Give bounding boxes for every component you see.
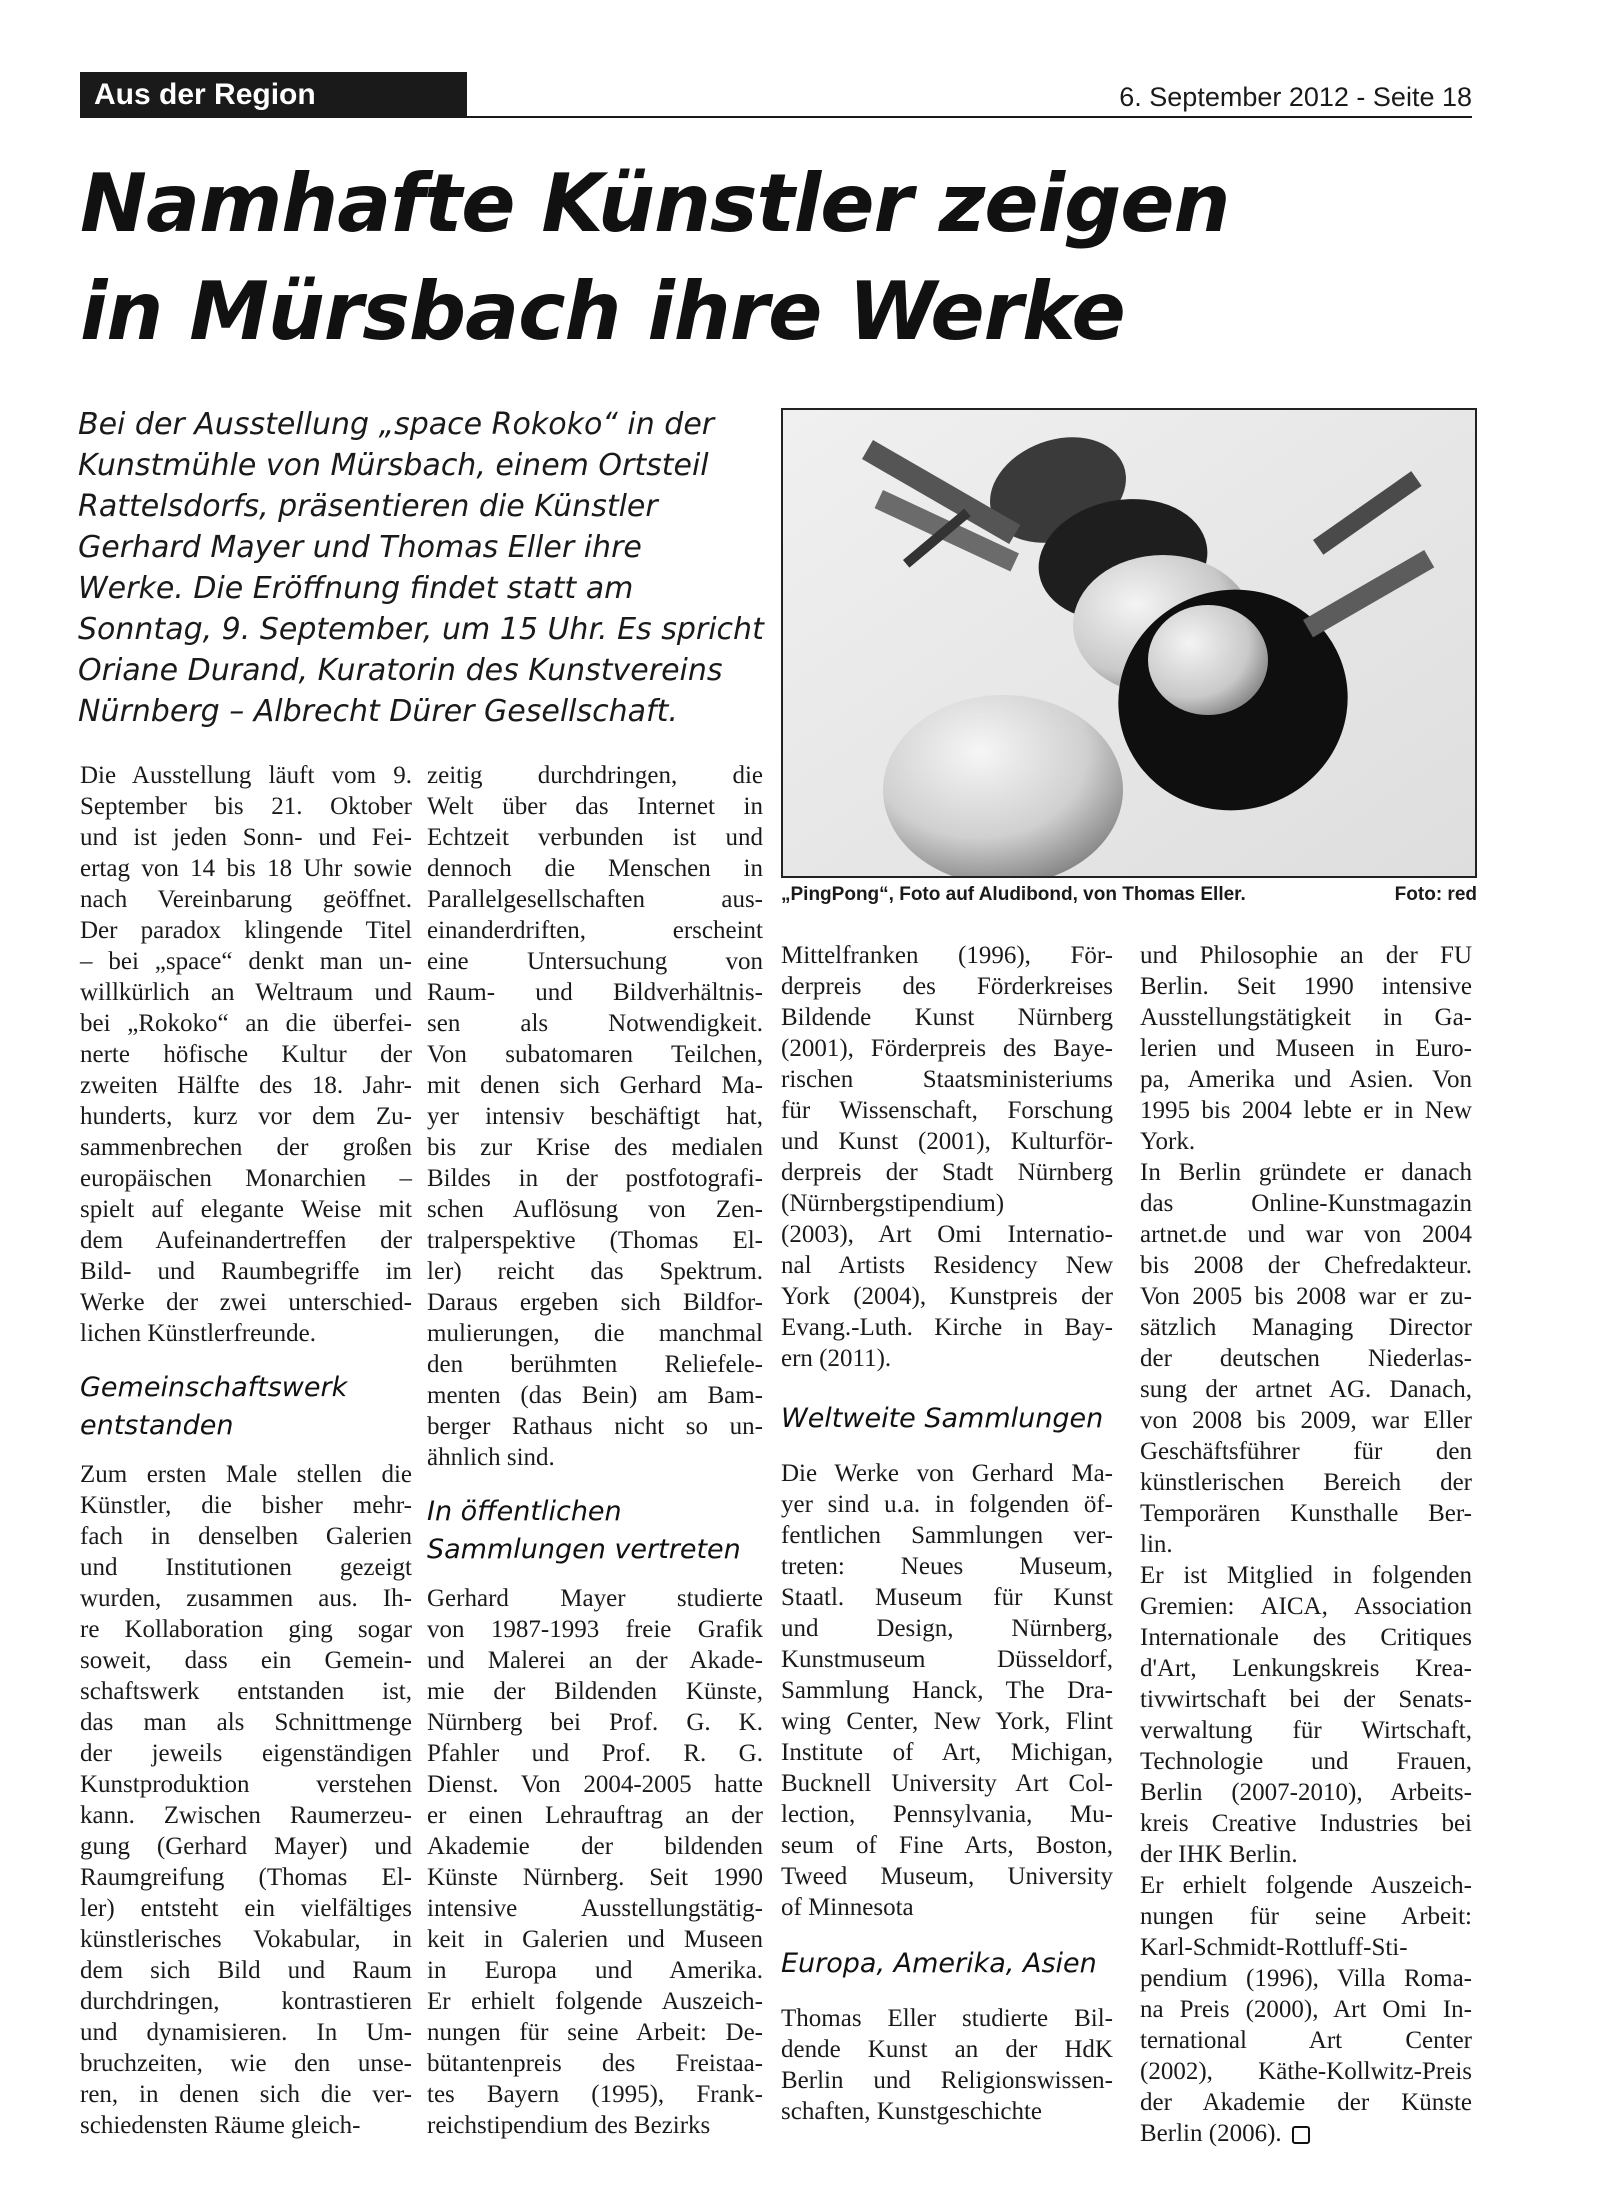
text-line: spielt auf elegante Weise mit [80,1196,412,1223]
text-line: dem sich Bild und Raum [80,1957,412,1984]
text-line: Parallelgesellschaften aus- [427,886,763,913]
text-line: nerte höfische Kultur der [80,1041,412,1068]
text-line: den berühmten Reliefele- [427,1351,763,1378]
text-line: Raumgreifung (Thomas El- [80,1864,412,1891]
text-line: Evang.-Luth. Kirche in Bay- [781,1314,1113,1341]
text-line: yer intensiv beschäftigt hat, [427,1103,763,1130]
lead-line: Kunstmühle von Mürsbach, einem Ortsteil [78,448,709,483]
text-line: Welt über das Internet in [427,793,763,820]
text-line: pa, Amerika und Asien. Von [1140,1066,1472,1093]
text-line: von 2008 bis 2009, war Eller [1140,1407,1472,1434]
text-line: pendium (1996), Villa Roma- [1140,1965,1472,1992]
text-line: der jeweils eigenständigen [80,1740,412,1767]
text-line: In Berlin gründete er danach [1140,1159,1472,1186]
text-line: ler) entsteht ein vielfältiges [80,1895,412,1922]
col3-paragraph-3 [781,2003,1113,2127]
lead-line: Gerhard Mayer und Thomas Eller ihre [78,530,642,565]
lead-line: Sonntag, 9. September, um 15 Uhr. Es spricht [78,612,764,647]
text-line: Geschäftsführer für den [1140,1438,1472,1465]
text-line: berger Rathaus nicht so un- [427,1413,763,1440]
text-line: fentlichen Sammlungen ver- [781,1522,1113,1549]
text-line: und ist jeden Sonn- und Fei- [80,824,412,851]
headline-line-1: Namhafte Künstler zeigen [80,157,1230,250]
lead-line: Nürnberg – Albrecht Dürer Gesellschaft. [78,694,678,729]
text-line: nungen für seine Arbeit: [1140,1903,1472,1930]
header-rule [80,116,1472,118]
text-line: mulierungen, die manchmal [427,1320,763,1347]
text-line: und Institutionen gezeigt [80,1554,412,1581]
text-line: lin. [1140,1531,1173,1558]
text-line: das man als Schnittmenge [80,1709,412,1736]
text-line: ternational Art Center [1140,2027,1472,2054]
column-4 [1140,940,1472,2149]
text-line: dem Aufeinandertreffen der [80,1227,412,1254]
text-line: und Philosophie an der FU [1140,942,1472,969]
text-line: für Wissenschaft, Forschung [781,1097,1113,1124]
article-photo [781,408,1477,878]
subheading-line: Gemeinschaftswerk [80,1372,348,1403]
text-line: menten (das Bein) am Bam- [427,1382,763,1409]
text-line: of Minnesota [781,1894,914,1921]
text-line: gung (Gerhard Mayer) und [80,1833,412,1860]
text-line: hunderts, kurz vor dem Zu- [80,1103,412,1130]
text-line: künstlerisches Vokabular, in [80,1926,412,1953]
text-line: durchdringen, kontrastieren [80,1988,412,2015]
col3-paragraph-2 [781,1458,1113,1923]
text-line: Mittelfranken (1996), För- [781,942,1113,969]
text-line: ern (2011). [781,1345,892,1372]
col3-paragraph-1 [781,940,1113,1374]
text-line: ertag von 14 bis 18 Uhr sowie [80,855,412,882]
text-line: Technologie und Frauen, [1140,1748,1472,1775]
text-line: eine Untersuchung von [427,948,763,975]
text-line: Von 2005 bis 2008 war er zu- [1140,1283,1472,1310]
text-line: nal Artists Residency New [781,1252,1113,1279]
text-line: Ausstellungstätigkeit in Ga- [1140,1004,1472,1031]
text-line: lichen Künstlerfreunde. [80,1320,317,1347]
text-line: der IHK Berlin. [1140,1841,1298,1868]
text-line: seum of Fine Arts, Boston, [781,1832,1113,1859]
text-line: Bild- und Raumbegriffe im [80,1258,412,1285]
col4-paragraph-4 [1140,1870,1472,2149]
text-line: re Kollaboration ging sogar [80,1616,412,1643]
text-line: kann. Zwischen Raumerzeu- [80,1802,412,1829]
text-line: das Online-Kunstmagazin [1140,1190,1472,1217]
text-line: Kunstmuseum Düsseldorf, [781,1646,1113,1673]
text-line: Zum ersten Male stellen die [80,1461,412,1488]
subheading-oeffentliche-sammlungen [427,1493,763,1569]
text-line: nach Vereinbarung geöffnet. [80,886,412,913]
text-line: derpreis des Förderkreises [781,973,1113,1000]
text-line: der deutschen Niederlas- [1140,1345,1472,1372]
text-line: sung der artnet AG. Danach, [1140,1376,1472,1403]
text-line: zweiten Hälfte des 18. Jahr- [80,1072,412,1099]
text-line: Internationale des Critiques [1140,1624,1472,1651]
text-line: (2003), Art Omi Internatio- [781,1221,1113,1248]
text-line: Berlin. Seit 1990 intensive [1140,973,1472,1000]
text-line: (2001), Förderpreis des Baye- [781,1035,1113,1062]
article-end-marker-icon [1292,2126,1310,2144]
col4-paragraph-2 [1140,1157,1472,1560]
text-line: Nürnberg bei Prof. G. K. [427,1709,763,1736]
text-line: mie der Bildenden Künste, [427,1678,763,1705]
text-line: Staatl. Museum für Kunst [781,1584,1113,1611]
text-line: 1995 bis 2004 lebte er in New [1140,1097,1472,1124]
text-line: bruchzeiten, wie den unse- [80,2050,412,2077]
text-line: Pfahler und Prof. R. G. [427,1740,763,1767]
text-line: Bildende Kunst Nürnberg [781,1004,1113,1031]
photo-caption [781,882,1477,908]
subheading-line: entstanden [80,1410,234,1441]
text-line: verwaltung für Wirtschaft, [1140,1717,1472,1744]
text-line: künstlerischen Bereich der [1140,1469,1472,1496]
column-2 [427,760,763,2141]
text-line: derpreis der Stadt Nürnberg [781,1159,1113,1186]
lead-line: Werke. Die Eröffnung findet statt am [78,571,634,606]
text-line: bütantenpreis des Freistaa- [427,2050,763,2077]
text-line: Akademie der bildenden [427,1833,763,1860]
text-line: europäischen Monarchien – [80,1165,412,1192]
text-line: (2002), Käthe-Kollwitz-Preis [1140,2058,1472,2085]
text-line: Kunstproduktion verstehen [80,1771,412,1798]
text-line: Die Ausstellung läuft vom 9. [80,762,412,789]
text-line: Temporären Kunsthalle Ber- [1140,1500,1472,1527]
column-1 [80,760,412,2141]
text-line: schiedensten Räume gleich- [80,2112,361,2139]
text-line: Bucknell University Art Col- [781,1770,1113,1797]
caption-text: „PingPong“, Foto auf Aludibond, von Thomas Eller. [781,884,1246,905]
text-line: Gerhard Mayer studierte [427,1585,763,1612]
text-line: Er erhielt folgende Auszeich- [427,1988,763,2015]
photo-credit: Foto: red [1394,884,1477,905]
text-line: Berlin (2007-2010), Arbeits- [1140,1779,1472,1806]
subheading-line: In öffentlichen [427,1496,622,1527]
col1-paragraph-1 [80,760,412,1349]
col2-paragraph-1 [427,760,763,1473]
text-line: der Akademie der Künste [1140,2089,1472,2116]
text-line: schaftswerk entstanden ist, [80,1678,412,1705]
text-line: Künste Nürnberg. Seit 1990 [427,1864,763,1891]
text-line: zeitig durchdringen, die [427,762,763,789]
text-line: d'Art, Lenkungskreis Krea- [1140,1655,1472,1682]
text-line: (Nürnbergstipendium) [781,1190,1005,1217]
lead-line: Oriane Durand, Kuratorin des Kunstvereins [78,653,723,688]
col2-paragraph-2 [427,1583,763,2141]
section-label: Aus der Region [80,72,467,118]
text-line: yer sind u.a. in folgenden öf- [781,1491,1113,1518]
text-line: ähnlich sind. [427,1444,555,1471]
text-line: Der paradox klingende Titel [80,917,412,944]
lead-line: Bei der Ausstellung „space Rokoko“ in der [78,407,715,442]
text-line: reichstipendium des Bezirks [427,2112,711,2139]
text-line: ren, in denen sich die ver- [80,2081,412,2108]
text-line: bis 2008 der Chefredakteur. [1140,1252,1472,1279]
text-line: Raum- und Bildverhältnis- [427,979,763,1006]
column-3 [781,940,1113,2127]
text-line: von 1987-1993 freie Grafik [427,1616,763,1643]
text-line: tralperspektive (Thomas El- [427,1227,763,1254]
text-line: und Design, Nürnberg, [781,1615,1113,1642]
text-line: Karl-Schmidt-Rottluff-Sti- [1140,1934,1408,1961]
headline-line-2: in Mürsbach ihre Werke [80,265,1125,358]
text-line: und Malerei an der Akade- [427,1647,763,1674]
text-line: September bis 21. Oktober [80,793,412,820]
text-line: schen Auflösung von Zen- [427,1196,763,1223]
col4-paragraph-3 [1140,1560,1472,1870]
text-line: und dynamisieren. In Um- [80,2019,412,2046]
text-line: Tweed Museum, University [781,1863,1113,1890]
text-line: sammenbrechen der großen [80,1134,412,1161]
text-line: lection, Pennsylvania, Mu- [781,1801,1113,1828]
text-line: wing Center, New York, Flint [781,1708,1113,1735]
text-line: York. [1140,1128,1196,1155]
subheading-weltweite-sammlungen: Weltweite Sammlungen [781,1403,1104,1434]
text-line: treten: Neues Museum, [781,1553,1113,1580]
text-line: bis zur Krise des medialen [427,1134,763,1161]
text-line: na Preis (2000), Art Omi In- [1140,1996,1472,2023]
pingpong-artwork-image [783,410,1475,876]
text-line: York (2004), Kunstpreis der [781,1283,1113,1310]
text-line: Berlin und Religionswissen- [781,2067,1113,2094]
text-line: Er erhielt folgende Auszeich- [1140,1872,1472,1899]
text-line: Werke der zwei unterschied- [80,1289,412,1316]
text-line: fach in denselben Galerien [80,1523,412,1550]
text-line: nungen für seine Arbeit: De- [427,2019,763,2046]
text-line: und Kunst (2001), Kulturför- [781,1128,1113,1155]
text-line: ler) reicht das Spektrum. [427,1258,763,1285]
text-line: Thomas Eller studierte Bil- [781,2005,1113,2032]
text-line: Künstler, die bisher mehr- [80,1492,412,1519]
lead-paragraph [78,404,764,732]
text-line: Berlin (2006). [1140,2118,1472,2149]
text-line: – bei „space“ denkt man un- [80,948,412,975]
subheading-line: Sammlungen vertreten [427,1534,741,1565]
text-line: sen als Notwendigkeit. [427,1010,763,1037]
text-line: Sammlung Hanck, The Dra- [781,1677,1113,1704]
text-line: in Europa und Amerika. [427,1957,763,1984]
text-line: einanderdriften, erscheint [427,917,763,944]
text-line: wurden, zusammen aus. Ih- [80,1585,412,1612]
text-line: Von subatomaren Teilchen, [427,1041,763,1068]
text-line: Daraus ergeben sich Bildfor- [427,1289,763,1316]
dateline: 6. September 2012 - Seite 18 [1119,82,1472,112]
text-line: Er ist Mitglied in folgenden [1140,1562,1472,1589]
text-line: kreis Creative Industries bei [1140,1810,1472,1837]
text-line: soweit, dass ein Gemein- [80,1647,412,1674]
text-line: Institute of Art, Michigan, [781,1739,1113,1766]
text-line: Gremien: AICA, Association [1140,1593,1472,1620]
subheading-europa-amerika-asien: Europa, Amerika, Asien [781,1948,1097,1979]
text-line: dende Kunst an der HdK [781,2036,1113,2063]
text-line: Dienst. Von 2004-2005 hatte [427,1771,763,1798]
text-line: Echtzeit verbunden ist und [427,824,763,851]
col1-paragraph-2 [80,1459,412,2141]
text-line: Bildes in der postfotografi- [427,1165,763,1192]
text-line: willkürlich an Weltraum und [80,979,412,1006]
text-line: mit denen sich Gerhard Ma- [427,1072,763,1099]
text-line: er einen Lehrauftrag an der [427,1802,763,1829]
subheading-gemeinschaftswerk [80,1369,412,1445]
col4-paragraph-1 [1140,940,1472,1157]
text-line: bei „Rokoko“ an die überfei- [80,1010,412,1037]
text-line: artnet.de und war von 2004 [1140,1221,1472,1248]
text-line: lerien und Museen in Euro- [1140,1035,1472,1062]
text-line: rischen Staatsministeriums [781,1066,1113,1093]
text-line: intensive Ausstellungstätig- [427,1895,763,1922]
text-line: sätzlich Managing Director [1140,1314,1472,1341]
text-line: Die Werke von Gerhard Ma- [781,1460,1113,1487]
text-line: keit in Galerien und Museen [427,1926,763,1953]
lead-line: Rattelsdorfs, präsentieren die Künstler [78,489,658,524]
text-line: tivwirtschaft bei der Senats- [1140,1686,1472,1713]
headline [80,150,1500,366]
text-line: schaften, Kunstgeschichte [781,2098,1043,2125]
text-line: dennoch die Menschen in [427,855,763,882]
text-line: tes Bayern (1995), Frank- [427,2081,763,2108]
